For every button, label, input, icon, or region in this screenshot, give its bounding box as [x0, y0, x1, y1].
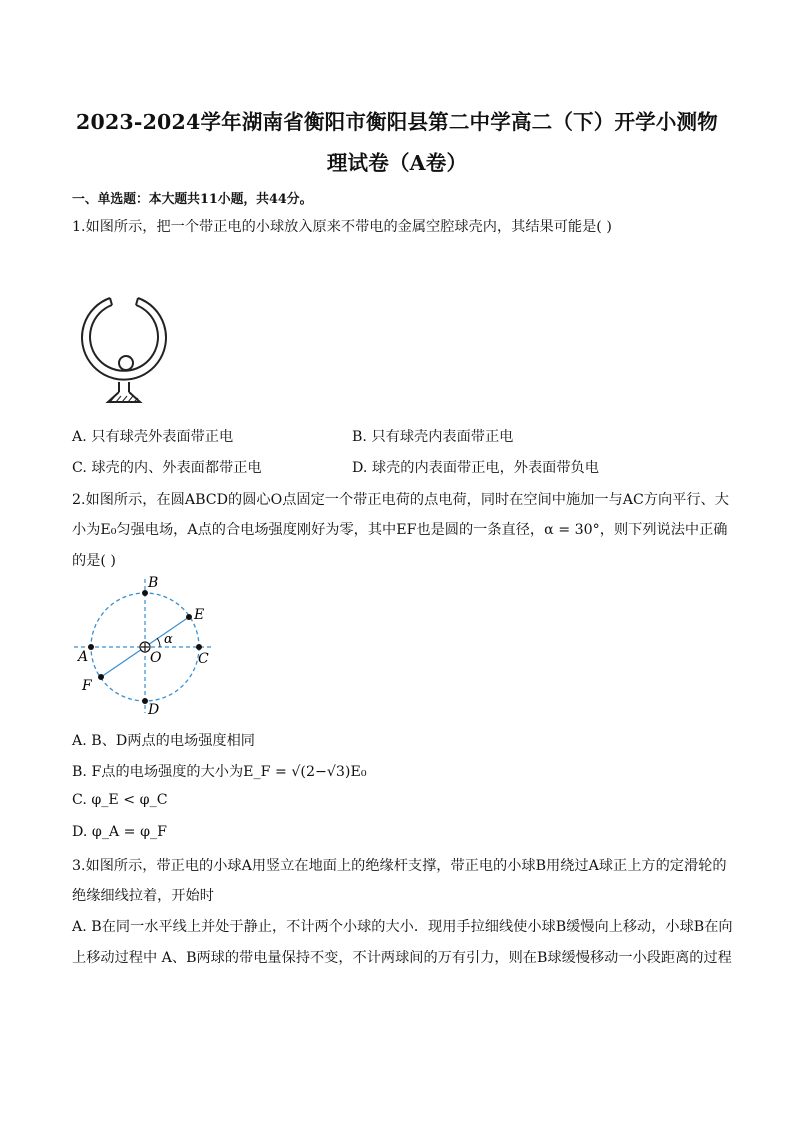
q2-option-d: D. φ_A = φ_F: [72, 824, 167, 840]
q1-stem: 1.如图所示，把一个带正电的小球放入原来不带电的金属空腔球壳内，其结果可能是( ): [72, 219, 612, 235]
q1-shell-figure: [74, 290, 174, 410]
q2-option-a: A. B、D两点的电场强度相同: [72, 733, 255, 749]
q1-option-d: D. 球壳的内表面带正电，外表面带负电: [352, 460, 599, 476]
label-d: D: [148, 702, 160, 718]
q3-line1: 3.如图所示，带正电的小球A用竖立在地面上的绝缘杆支撑，带正电的小球B用绕过A球正上方的定滑轮的: [72, 858, 727, 874]
label-o: O: [150, 650, 162, 666]
q2-stem-line1: 2.如图所示，在圆ABCD的圆心O点固定一个带正电荷的点电荷，同时在空间中施加一与AC方向平行、大: [72, 492, 729, 508]
point-a: [88, 644, 94, 650]
label-f: F: [82, 678, 92, 694]
q2-circle-figure: [72, 573, 222, 718]
q3-line3: A. B在同一水平线上并处于静止，不计两个小球的大小．现用手拉细线使小球B缓慢向上移动，小球B在向: [72, 919, 733, 935]
label-e: E: [194, 607, 205, 623]
exam-title-line1: 2023-2024学年湖南省衡阳市衡阳县第二中学高二（下）开学小测物: [76, 110, 718, 134]
exam-title-line2: 理试卷（A卷）: [326, 151, 468, 175]
q2-option-c: C. φ_E < φ_C: [72, 792, 168, 808]
point-e: [186, 614, 192, 620]
label-a: A: [78, 649, 89, 665]
label-alpha: α: [164, 632, 173, 647]
q2-stem-line3: 的是( ): [72, 553, 116, 569]
q1-option-a: A. 只有球壳外表面带正电: [72, 429, 234, 445]
label-b: B: [148, 575, 159, 591]
point-c: [196, 644, 202, 650]
point-f: [98, 674, 104, 680]
q1-option-c: C. 球壳的内、外表面都带正电: [72, 460, 262, 476]
q2-option-b: B. F点的电场强度的大小为E_F = √(2−√3)E₀: [72, 764, 367, 780]
q2-stem-line2: 小为E₀匀强电场，A点的合电场强度刚好为零，其中EF也是圆的一条直径，α = 30°，则下列说法中正确: [72, 522, 728, 538]
section-heading: 一、单选题：本大题共11小题，共44分。: [72, 192, 313, 207]
q3-line4: 上移动过程中 A、B两球的带电量保持不变，不计两球间的万有引力，则在B球缓慢移动一小段距离的过程: [72, 950, 732, 966]
charged-ball: [119, 356, 133, 370]
q1-option-b: B. 只有球壳内表面带正电: [352, 429, 514, 445]
q3-line2: 绝缘细线拉着，开始时: [72, 888, 214, 904]
label-c: C: [198, 651, 209, 667]
